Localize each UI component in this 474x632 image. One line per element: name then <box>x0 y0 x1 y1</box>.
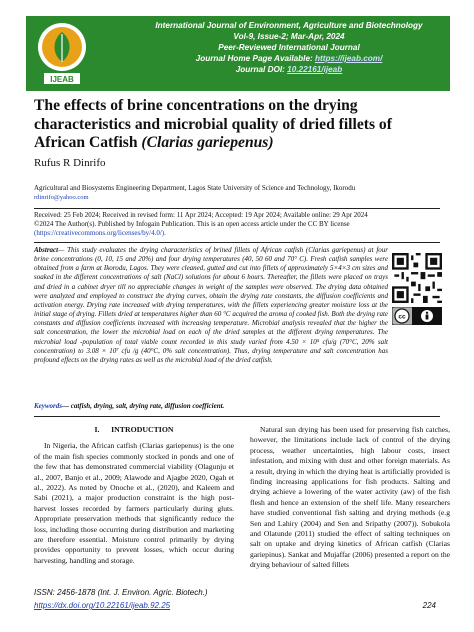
qr-code-icon <box>392 253 442 303</box>
author-email[interactable]: rdinrifo@yahoo.com <box>34 194 89 201</box>
journal-volume: Vol-9, Issue-2; Mar-Apr, 2024 <box>233 32 345 41</box>
intro-paragraph-right: Natural sun drying has been used for preserving fish catches, however, the limitations include lack of control of the drying process, weather uncertainties, high labour costs, insect infestation, and mixing with dust and other foreign materials. As a result, drying in which the drying heat is artificially provided is finding increasing applications for fish products. Salting and drying achieve a lowering of the water activity (aw) of the fish flesh and hence an extension of the shelf life. Many researchers have studied conventional fish salting and drying methods (e.g Sen and Lahiry (2004) and Sen and Sripathy (2007)). Sobukola and Olatunde (2011) studied the effect of salting techniques on salt on uptake and drying kinetics of African catfish (Clarias gariepinus). Sankat and Mujaffar (2006) presented a report on the drying behaviour of salted fillets <box>250 425 450 570</box>
journal-home-link[interactable]: https://ijeab.com/ <box>315 54 383 63</box>
journal-banner <box>26 16 450 91</box>
abstract-text: — This study evaluates the drying characteristics of brined fillets of African catfish (Clarias gariepenus) at four brine concentrations (0, 10, 15 and 20%) and four drying temperatures (40, 50 60 and 70° C). Fresh catfish samples were obtained from a farm at Ikorodu, Lagos. They were cleaned, gutted and cut into fillets of approximately 5×4×3 cm sizes and soaked in the different concentrations of salt (NaCl) solutions for about 6 hours. Thereafter, the fillets were placed on trays and dried in a cabinet dryer till no appreciable changes in weight of the samples were observed. The drying data obtained were analyzed and employed to construct the drying curves, obtain the drying rate constants, the diffusion coefficients and activation energy. Drying rate increased with drying temperatures, with the fillets experiencing greater moisture loss at the initial stage of drying. Fillets dried at temperatures higher than 60 °C acquired the aroma of cooked fish. Both the drying rate constants and diffusion coefficients increased with increasing temperature. Microbial analysis revealed that the higher the salt concentration, the lower the microbial load on each of the dried samples at the different drying temperatures. The microbial load -population of total viable count recorded in this study varied from 4.50 × 10⁵ cfu/g (70°C, 20% salt concentration) to 3.08 × 10⁷ cfu /g (40°C, 0% salt concentration). Thus, drying temperature and salt concentration has profound effects on the drying rates as well as the microbial load of the dried catfish. <box>34 246 388 364</box>
cc-by-license-icon <box>392 307 442 325</box>
divider-bottom <box>34 416 440 417</box>
abstract <box>34 246 388 365</box>
title-species: (Clarias gariepenus) <box>141 134 274 151</box>
author-name: Rufus R Dinrifo <box>34 157 106 169</box>
divider-top <box>34 208 440 209</box>
intro-paragraph-left: In Nigeria, the African catfish (Clarias gariepenus) is the one of the main fish species commonly stocked in ponds and one of the few that has demonstrated commercial viability (Olagunju et al., 2007, Banjo et al., 2009; Alawode and Ajagbe 2020, Ogah et al., 2022). As noted by Onoche et al., (2020), and Kaleem and Sabi (2021), a major production constraint is the high post-harvest losses recorded by farmers particularly during gluts. Appropriate preservation methods that significantly reduce the loss, including those occurring during distribution and marketing are therefore essential. Moisture control primarily by drying provides opportunity to prevent losses, which occur during harvesting, handling and storage. <box>34 441 234 565</box>
license-link[interactable]: (https://creativecommons.org/licenses/by/4.0/). <box>34 229 166 237</box>
journal-home-label: Journal Home Page Available: <box>195 54 316 63</box>
page-footer <box>34 586 444 612</box>
article-dates <box>34 211 444 238</box>
journal-doi <box>134 64 444 75</box>
keywords-text: — catfish, drying, salt, drying rate, diffusion coefficient. <box>62 402 225 410</box>
date-history: Received: 25 Feb 2024; Received in revised form: 11 Apr 2024; Accepted: 19 Apr 2024; Available online: 29 Apr 2024 <box>34 211 368 219</box>
copyright: ©2024 The Author(s). Published by Infogain Publication. This is an open access article under the CC BY license <box>34 220 350 228</box>
affiliation <box>34 184 444 202</box>
intro-right-column <box>250 425 450 571</box>
affiliation-text: Agricultural and Biosystems Engineering Department, Lagos State University of Science and Technology, Ikorodu <box>34 184 356 192</box>
footer-doi-link[interactable]: https://dx.doi.org/10.22161/ijeab.92.25 <box>34 601 171 610</box>
keywords <box>34 402 444 410</box>
journal-home <box>134 53 444 64</box>
journal-doi-label: Journal DOI: <box>235 65 288 74</box>
page-number: 224 <box>422 601 436 610</box>
journal-logo <box>32 20 92 86</box>
intro-left-column <box>34 425 234 566</box>
title-main: The effects of brine concentrations on the drying characteristics and microbial quality of dried fillets of African Catfish <box>34 97 392 151</box>
section-heading: I. INTRODUCTION <box>94 425 174 434</box>
article-title <box>34 97 444 153</box>
divider-mid <box>34 242 440 243</box>
journal-doi-link[interactable]: 10.22161/ijeab <box>287 65 343 74</box>
footer-issn: ISSN: 2456-1878 (Int. J. Environ. Agric. Biotech.) <box>34 588 208 597</box>
abstract-label: Abstract <box>34 246 59 254</box>
journal-review: Peer-Reviewed International Journal <box>218 43 360 52</box>
svg-text:cc: cc <box>398 313 406 321</box>
keywords-label: Keywords <box>34 402 62 410</box>
journal-name: International Journal of Environment, Agriculture and Biotechnology <box>155 21 423 30</box>
logo-text: IJEAB <box>50 75 74 84</box>
journal-info <box>134 20 444 75</box>
